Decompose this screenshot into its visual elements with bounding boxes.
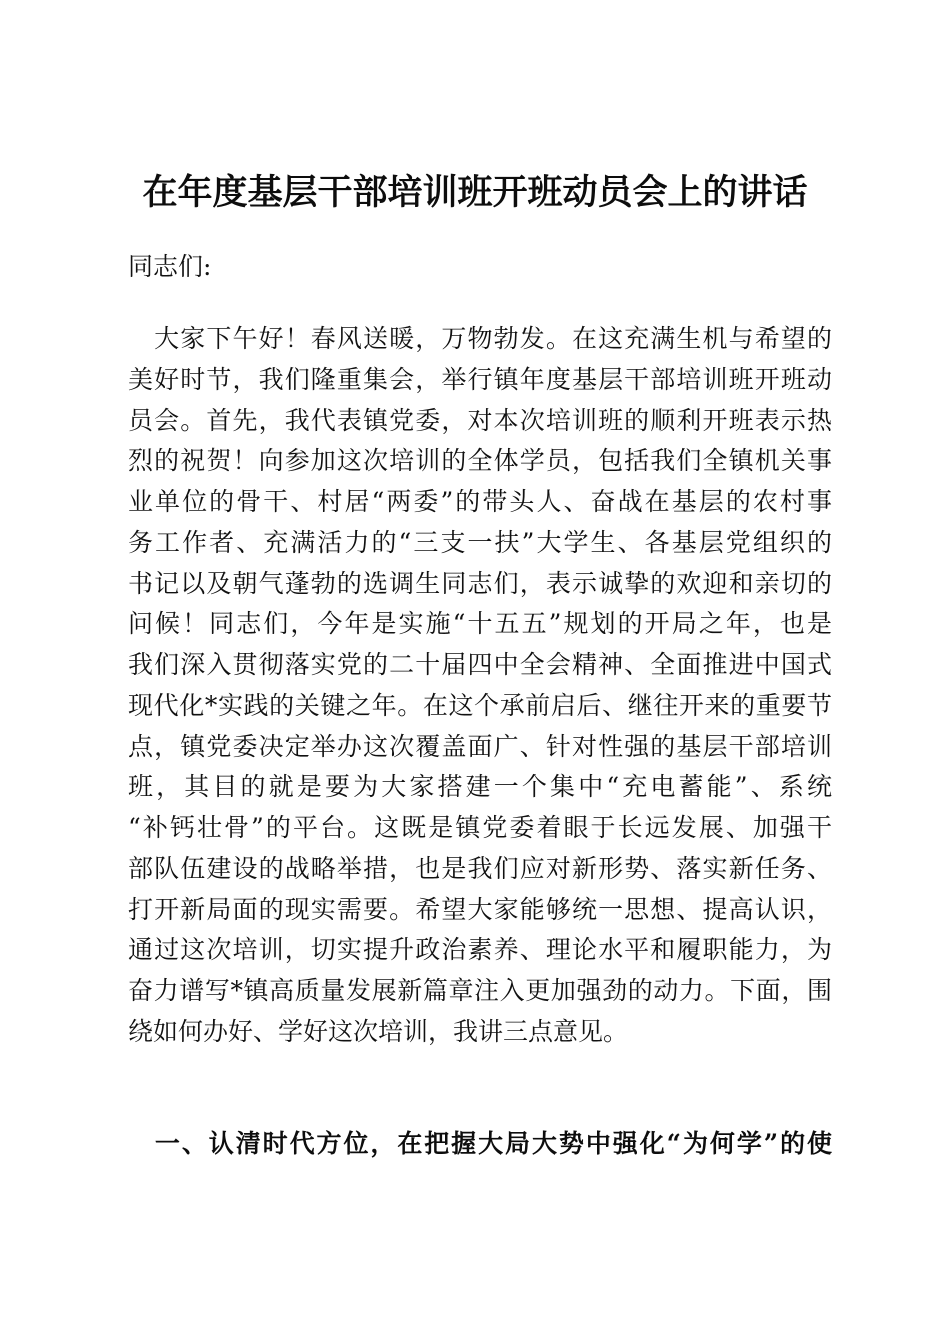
paragraph-line: 美好时节，我们隆重集会，举行镇年度基层干部培训班开班动 — [128, 364, 832, 394]
paragraph-line: 奋力谱写*镇高质量发展新篇章注入更加强劲的动力。下面，围 — [128, 976, 832, 1005]
paragraph-line: 现代化*实践的关键之年。在这个承前启后、继往开来的重要节 — [128, 690, 832, 720]
paragraph-line: 烈的祝贺！向参加这次培训的全体学员，包括我们全镇机关事 — [128, 446, 832, 476]
paragraph-line: 点，镇党委决定举办这次覆盖面广、针对性强的基层干部培训 — [128, 731, 832, 761]
paragraph-line: 问候！同志们，今年是实施“十五五”规划的开局之年，也是 — [128, 609, 832, 639]
paragraph-line: 班，其目的就是要为大家搭建一个集中“充电蓄能”、系统 — [128, 772, 832, 802]
paragraph-line: 打开新局面的现实需要。希望大家能够统一思想、提高认识， — [128, 894, 832, 924]
paragraph-line: 书记以及朝气蓬勃的选调生同志们，表示诚挚的欢迎和亲切的 — [128, 568, 832, 598]
paragraph-line: 员会。首先，我代表镇党委，对本次培训班的顺利开班表示热 — [128, 405, 832, 435]
paragraph-line: “补钙壮骨”的平台。这既是镇党委着眼于长远发展、加强干 — [128, 813, 832, 842]
paragraph-line: 务工作者、充满活力的“三支一扶”大学生、各基层党组织的 — [128, 527, 832, 557]
paragraph-line: 我们深入贯彻落实党的二十届四中全会精神、全面推进中国式 — [128, 650, 832, 679]
section-heading: 一、认清时代方位，在把握大局大势中强化“为何学”的使 — [128, 1129, 832, 1158]
document-title: 在年度基层干部培训班开班动员会上的讲话 — [142, 172, 808, 213]
paragraph-line: 部队伍建设的战略举措，也是我们应对新形势、落实新任务、 — [128, 853, 832, 883]
paragraph-line: 大家下午好！春风送暖，万物勃发。在这充满生机与希望的 — [128, 324, 832, 353]
body-paragraph — [128, 319, 832, 1053]
paragraph-line: 业单位的骨干、村居“两委”的带头人、奋战在基层的农村事 — [128, 487, 832, 516]
salutation: 同志们: — [128, 252, 212, 281]
paragraph-line: 通过这次培训，切实提升政治素养、理论水平和履职能力，为 — [128, 935, 832, 965]
paragraph-line: 绕如何办好、学好这次培训，我讲三点意见。 — [128, 1016, 629, 1046]
